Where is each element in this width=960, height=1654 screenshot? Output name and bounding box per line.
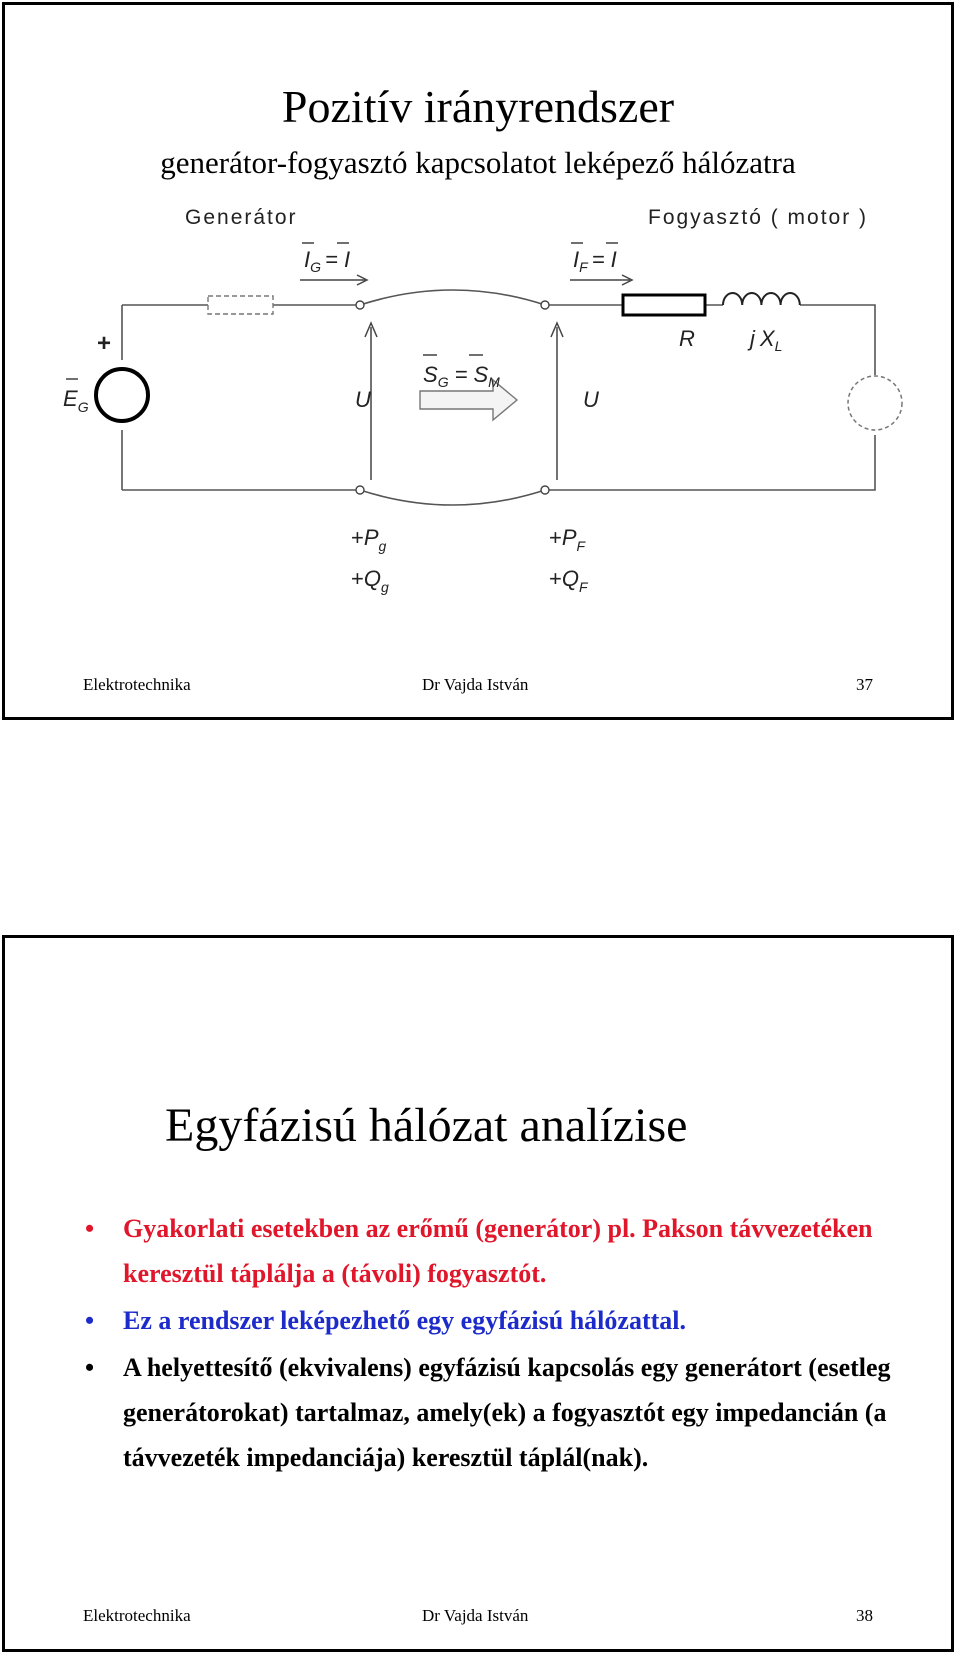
resistor-symbol: [623, 295, 705, 315]
bullet-item: [85, 1298, 925, 1343]
qf-label: $+Q_F$: [549, 566, 588, 595]
motor-symbol: [848, 376, 902, 430]
plus-sign: +: [97, 330, 112, 357]
footer-course: Elektrotechnika: [83, 1606, 191, 1625]
footer-course: Elektrotechnika: [83, 675, 191, 694]
footer-author: Dr Vajda István: [422, 1606, 529, 1625]
inductor-symbol: [723, 293, 800, 305]
bullet-text: Ez a rendszer leképezhető egy egyfázisú hálózattal.: [123, 1306, 686, 1335]
fuse-symbol: [208, 296, 273, 314]
bullet-item: [85, 1345, 925, 1480]
bullet-marker: •: [85, 1214, 95, 1243]
slide-38: [2, 935, 954, 1652]
bullet-item: [85, 1206, 925, 1296]
jxl-label: j $X_L$: [750, 326, 783, 354]
eg-label: $E_G$: [63, 386, 89, 415]
current-arrows: [300, 275, 632, 285]
pf-label: $+P_F$: [549, 525, 586, 554]
footer-page-number: 37: [856, 675, 873, 694]
slide-title: Pozitív irányrendszer: [281, 81, 675, 132]
footer-page-number: 38: [856, 1606, 873, 1625]
bullet-marker: •: [85, 1353, 95, 1382]
qg-label: $+Q_g$: [351, 566, 389, 595]
slide-subtitle: generátor-fogyasztó kapcsolatot leképező hálózatra: [160, 145, 796, 180]
voltage-source: [96, 369, 148, 421]
slide-title: Egyfázisú hálózat analízise: [165, 1099, 688, 1152]
slide-footer: [5, 1606, 951, 1630]
bullet-text: A helyettesítő (ekvivalens) egyfázisú kapcsolás egy generátort (esetleg generátorokat) tartalmaz, amely(ek) a fogyasztót egy impedancián (a távvezeték impedanciája) keresztül táplál(nak).: [123, 1353, 891, 1472]
if-label: $I_F = I$: [573, 247, 617, 275]
slide-footer: [5, 675, 951, 699]
sg-sm-label: $S_G = S_M$: [423, 362, 500, 390]
pg-label: $+P_g$: [351, 525, 387, 554]
consumer-label: Fogyasztó ( motor ): [648, 206, 869, 229]
u-left-label: U: [355, 387, 371, 412]
bullet-text: Gyakorlati esetekben az erőmű (generátor) pl. Pakson távvezetéken keresztül táplálja a (távoli) fogyasztót.: [123, 1214, 873, 1288]
slide-37: [2, 2, 954, 720]
r-label: R: [679, 326, 695, 351]
bullet-list: [85, 1206, 925, 1482]
ig-label: $I_G = I$: [304, 247, 351, 275]
generator-label: Generátor: [185, 206, 298, 229]
circuit-diagram: [5, 5, 951, 717]
footer-author: Dr Vajda István: [422, 675, 529, 694]
bullet-marker: •: [85, 1306, 95, 1335]
u-right-label: U: [583, 387, 599, 412]
